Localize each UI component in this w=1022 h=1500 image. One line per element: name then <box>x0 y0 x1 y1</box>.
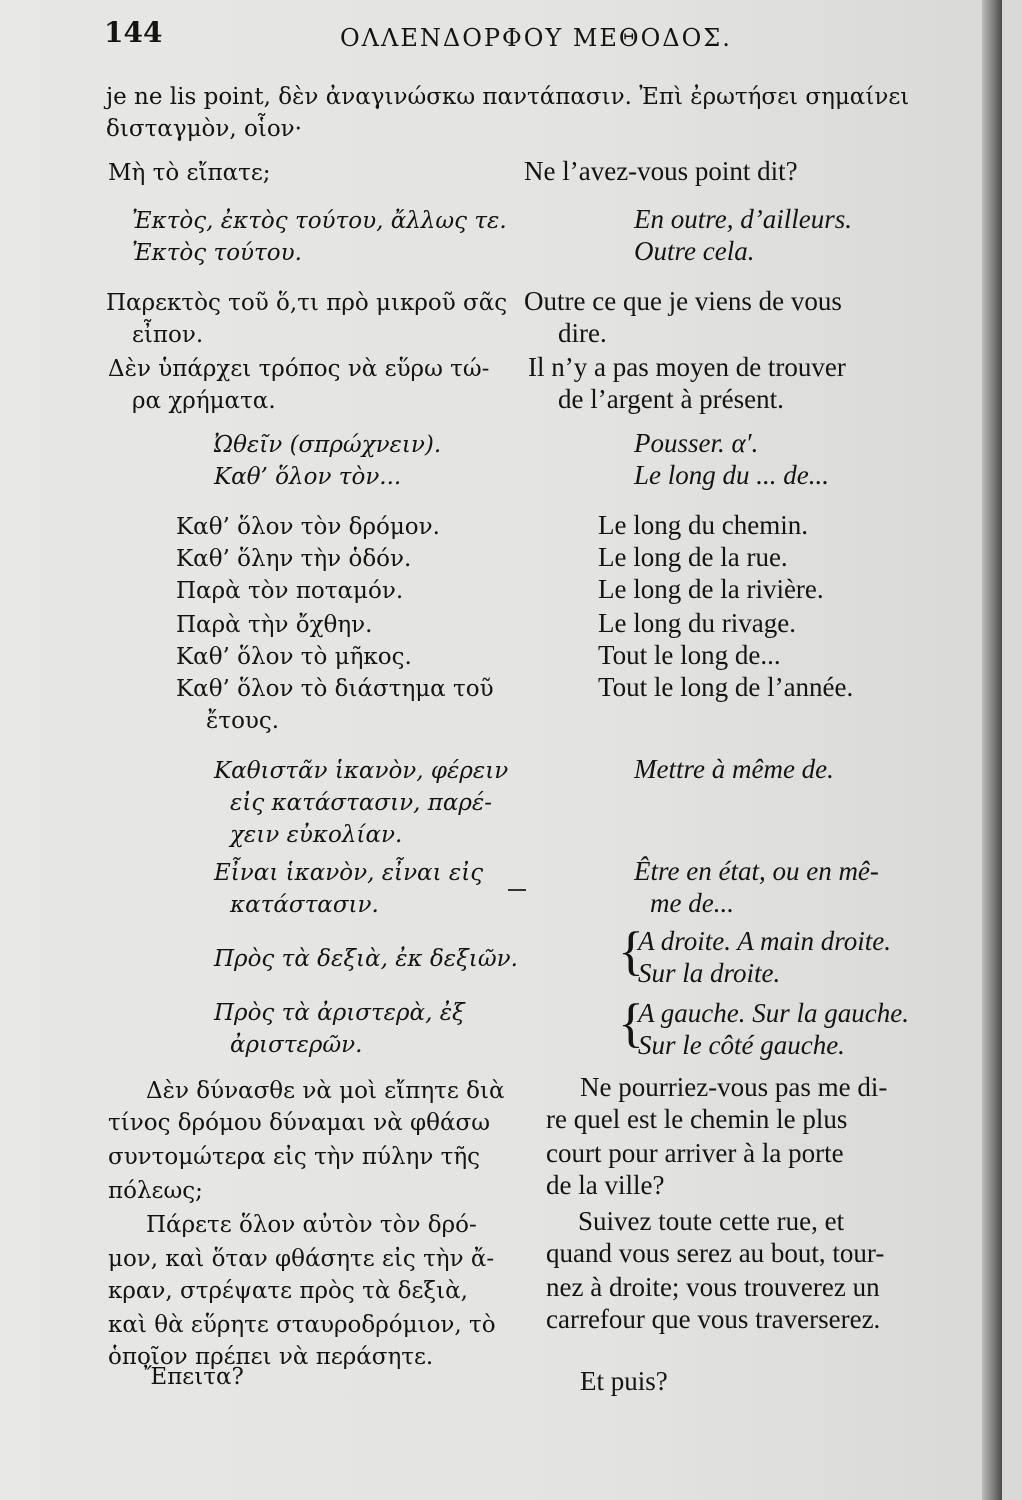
french-line: Le long du ... de... <box>634 460 829 490</box>
greek-line: εἶπον. <box>132 322 204 348</box>
french-line: A droite. A main droite. <box>638 926 892 956</box>
greek-line: Ἐκτὸς, ἐκτὸς τούτου, ἄλλως τε. <box>132 208 507 234</box>
paragraph-line: Ἔπειτα? <box>144 1364 244 1390</box>
list-item: Καθ’ ὅλον τὸν δρόμον. <box>176 514 440 540</box>
greek-line: εἰς κατάστασιν, παρέ- <box>230 790 492 816</box>
paragraph-line: Δὲν δύνασθε νὰ μοὶ εἴπητε διὰ <box>146 1078 505 1104</box>
list-item: Tout le long de... <box>598 640 781 670</box>
list-item: Le long du chemin. <box>598 510 808 540</box>
greek-line: Πρὸς τὰ ἀριστερὰ, ἐξ <box>214 1000 465 1026</box>
french-line: Sur la droite. <box>638 958 781 988</box>
french-line: Outre ce que je viens de vous <box>524 286 842 316</box>
paragraph-line: re quel est le chemin le plus <box>546 1104 848 1134</box>
list-item: Καθ’ ὅλην τὴν ὁδόν. <box>176 546 412 572</box>
paragraph-line: μον, καὶ ὅταν φθάσητε εἰς τὴν ἄ- <box>108 1246 495 1272</box>
greek-line: Παρεκτὸς τοῦ ὅ,τι πρὸ μικροῦ σᾶς <box>106 290 508 316</box>
list-item: Καθ’ ὅλον τὸ μῆκος. <box>176 644 412 670</box>
paragraph-line: court pour arriver à la porte <box>546 1138 844 1168</box>
french-line: Être en état, ou en mê- <box>634 856 879 886</box>
paragraph-line: καὶ θὰ εὕρητε σταυροδρόμιον, τὸ <box>108 1312 496 1338</box>
list-item: Le long du rivage. <box>598 608 796 638</box>
greek-line: χειν εὐκολίαν. <box>230 822 403 848</box>
intro-line-2: δισταγμὸν, οἷον· <box>106 116 302 142</box>
french-line: dire. <box>558 318 607 348</box>
paragraph-line: ὁποῖον πρέπει νὰ περάσητε. <box>108 1344 434 1370</box>
paragraph-line: nez à droite; vous trouverez un <box>546 1272 880 1302</box>
french-line: Ne l’avez-vous point dit? <box>524 156 798 186</box>
running-title: ΟΛΛΕΝΔΟΡΦΟΥ ΜΕΘΟΔΟΣ. <box>340 24 732 52</box>
list-item: ἔτους. <box>206 708 280 734</box>
paragraph-line: Suivez toute cette rue, et <box>578 1206 845 1236</box>
greek-line: Καθ’ ὅλον τὸν... <box>214 464 402 490</box>
greek-line: ρα χρήματα. <box>132 388 276 414</box>
intro-line-1: je ne lis point, δὲν ἀναγινώσκω παντάπασιν. Ἐπὶ ἐρωτήσει σημαίνει <box>106 84 910 110</box>
french-line: Il n’y a pas moyen de trouver <box>528 352 846 382</box>
list-item: Παρὰ τὸν ποταμόν. <box>176 578 404 604</box>
paragraph-line: Et puis? <box>580 1366 668 1396</box>
french-line: me de... <box>650 888 734 918</box>
french-line: Pousser. α′. <box>634 428 759 458</box>
paragraph-line: συντομώτερα εἰς τὴν πύλην τῆς <box>108 1144 480 1170</box>
french-line: Mettre à même de. <box>634 754 834 784</box>
paragraph-line: carrefour que vous traverserez. <box>546 1304 881 1334</box>
list-item: Le long de la rue. <box>598 542 788 572</box>
book-spine <box>982 0 1002 1500</box>
paragraph-line: quand vous serez au bout, tour- <box>546 1238 885 1268</box>
french-line: Sur le côté gauche. <box>638 1030 845 1060</box>
french-line: de l’argent à présent. <box>558 384 784 414</box>
greek-line: Καθιστᾶν ἱκανὸν, φέρειν <box>214 758 509 784</box>
list-item: Καθ’ ὅλον τὸ διάστημα τοῦ <box>176 676 494 702</box>
brace-icon: { <box>618 921 644 981</box>
paragraph-line: de la ville? <box>546 1170 665 1200</box>
paragraph-line: τίνος δρόμου δύναμαι νὰ φθάσω <box>108 1110 490 1136</box>
paragraph-line: κραν, στρέψατε πρὸς τὰ δεξιὰ, <box>108 1278 468 1304</box>
greek-line: Εἶναι ἱκανὸν, εἶναι εἰς <box>214 860 484 886</box>
greek-line: κατάστασιν. <box>230 892 379 918</box>
brace-icon: { <box>618 993 644 1053</box>
page-number: 144 <box>104 16 163 49</box>
french-line: Outre cela. <box>634 236 755 266</box>
greek-line: Μὴ τὸ εἴπατε; <box>108 160 271 186</box>
paragraph-line: πόλεως; <box>108 1178 203 1204</box>
greek-line: Δὲν ὑπάρχει τρόπος νὰ εὕρω τώ- <box>108 356 490 382</box>
greek-line: Πρὸς τὰ δεξιὰ, ἐκ δεξιῶν. <box>214 946 518 972</box>
hyphen-rule <box>508 889 526 891</box>
french-line: En outre, d’ailleurs. <box>634 204 852 234</box>
list-item: Tout le long de l’année. <box>598 672 854 702</box>
list-item: Le long de la rivière. <box>598 574 824 604</box>
french-line: A gauche. Sur la gauche. <box>638 998 909 1028</box>
greek-line: Ἐκτὸς τούτου. <box>132 240 302 266</box>
greek-line: ἀριστερῶν. <box>230 1032 363 1058</box>
paragraph-line: Πάρετε ὅλον αὐτὸν τὸν δρό- <box>146 1212 477 1238</box>
greek-line: Ὠθεῖν (σπρώχνειν). <box>214 432 442 458</box>
list-item: Παρὰ τὴν ὄχθην. <box>176 612 373 638</box>
paragraph-line: Ne pourriez-vous pas me di- <box>580 1072 888 1102</box>
